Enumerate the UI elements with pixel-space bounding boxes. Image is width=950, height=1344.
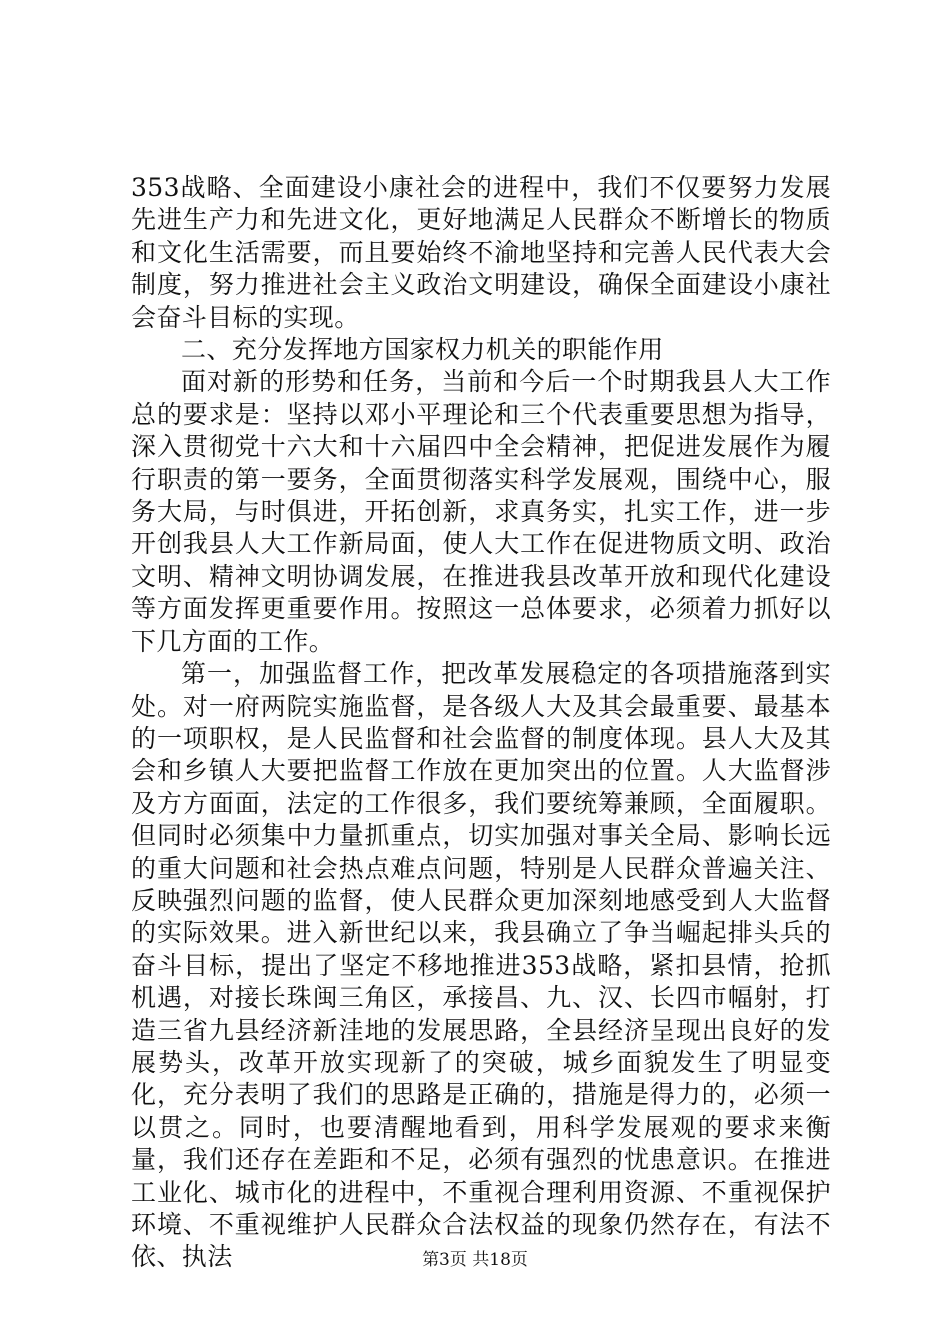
page-number-footer: 第3页 共18页: [422, 1250, 528, 1270]
paragraph-3: 第一，加强监督工作，把改革发展稳定的各项措施落到实处。对一府两院实施监督，是各级人大及其会最重要、最基本的一项职权，是人民监督和社会监督的制度体现。县人大及其会和乡镇人大要把监督工作放在更加突出的位置。人大监督涉及方方面面，法定的工作很多，我们要统筹兼顾，全面履职。但同时必须集中力量抓重点，切实加强对事关全局、影响长远的重大问题和社会热点难点问题，特别是人民群众普遍关注、反映强烈问题的监督，使人民群众更加深刻地感受到人大监督的实际效果。进入新世纪以来，我县确立了争当崛起排头兵的奋斗目标，提出了坚定不移地推进353战略，紧扣县情，抢抓机遇，对接长珠闽三角区，承接昌、九、汉、长四市幅射，打造三省九县经济新洼地的发展思路，全县经济呈现出良好的发展势头，改革开放实现新了的突破，城乡面貌发生了明显变化，充分表明了我们的思路是正确的，措施是得力的，必须一以贯之。同时，也要清醒地看到，用科学发展观的要求来衡量，我们还存在差距和不足，必须有强烈的忧患意识。在推进工业化、城市化的进程中，不重视合理利用资源、不重视保护环境、不重视维护人民群众合法权益的现象仍然存在，有法不依、执法: [131, 659, 831, 1272]
paragraph-2: 面对新的形势和任务，当前和今后一个时期我县人大工作总的要求是：坚持以邓小平理论和三个代表重要思想为指导，深入贯彻党十六大和十六届四中全会精神，把促进发展作为履行职责的第一要务，全面贯彻落实科学发展观，围绕中心，服务大局，与时俱进，开拓创新，求真务实，扎实工作，进一步开创我县人大工作新局面，使人大工作在促进物质文明、政治文明、精神文明协调发展，在推进我县改革开放和现代化建设等方面发挥更重要作用。按照这一总体要求，必须着力抓好以下几方面的工作。: [131, 367, 831, 656]
section-heading: 二、充分发挥地方国家权力机关的职能作用: [181, 335, 664, 365]
paragraph-1: 353战略、全面建设小康社会的进程中，我们不仅要努力发展先进生产力和先进文化，更好地满足人民群众不断增长的物质和文化生活需要，而且要始终不渝地坚持和完善人民代表大会制度，努力推进社会主义政治文明建设，确保全面建设小康社会奋斗目标的实现。: [131, 173, 831, 332]
document-body: [131, 172, 831, 1274]
